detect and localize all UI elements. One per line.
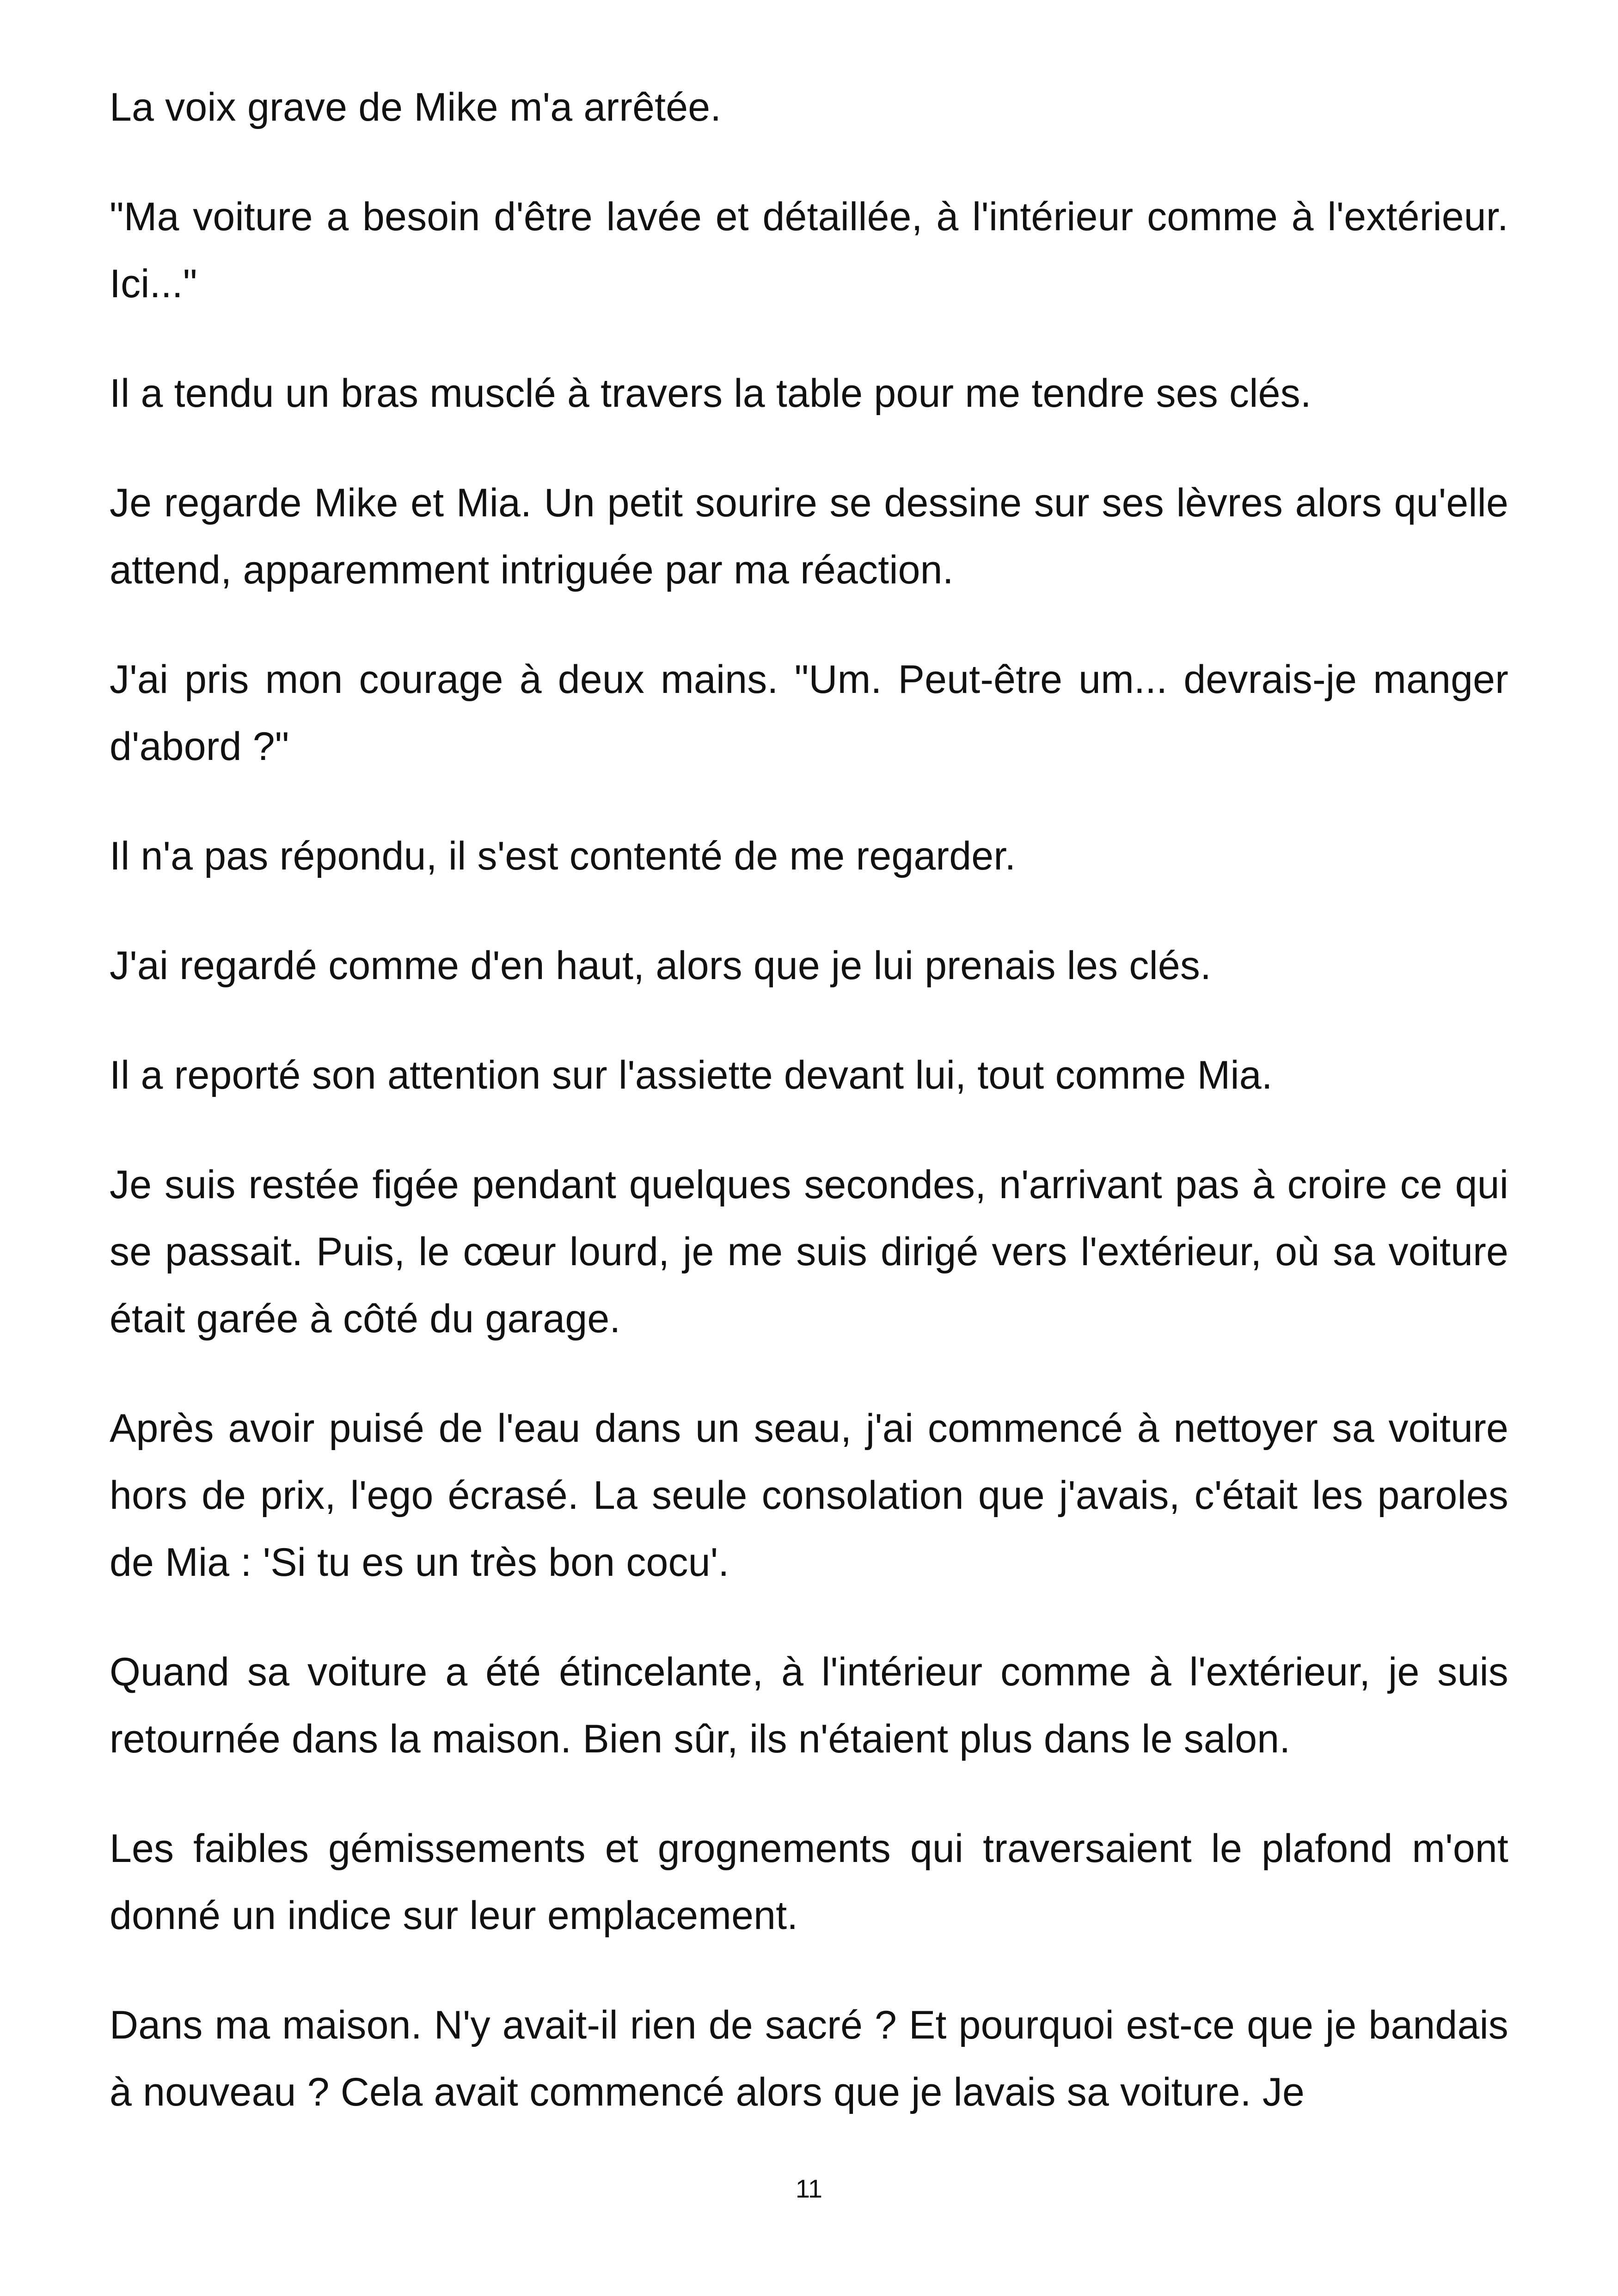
paragraph-9: Je suis restée figée pendant quelques secondes, n'arrivant pas à croire ce qui se passait. Puis, le cœur lourd, je me suis dirigé vers l'extérieur, où sa voiture était garée à côté du garage. xyxy=(110,1163,1508,1341)
page-number: 11 xyxy=(795,2174,823,2203)
paragraph-7: J'ai regardé comme d'en haut, alors que je lui prenais les clés. xyxy=(110,943,1212,988)
paragraph-1: La voix grave de Mike m'a arrêtée. xyxy=(110,85,722,129)
paragraph-12: Les faibles gémissements et grognements qui traversaient le plafond m'ont donné un indice sur leur emplacement. xyxy=(110,1826,1508,1938)
paragraph-4: Je regarde Mike et Mia. Un petit sourire se dessine sur ses lèvres alors qu'elle attend, apparemment intriguée par ma réaction. xyxy=(110,481,1508,592)
paragraph-13: Dans ma maison. N'y avait-il rien de sacré ? Et pourquoi est-ce que je bandais à nouveau ? Cela avait commencé alors que je lavais sa voiture. Je xyxy=(110,2003,1508,2114)
paragraph-8: Il a reporté son attention sur l'assiette devant lui, tout comme Mia. xyxy=(110,1053,1273,1097)
paragraph-11: Quand sa voiture a été étincelante, à l'intérieur comme à l'extérieur, je suis retournée dans la maison. Bien sûr, ils n'étaient plus dans le salon. xyxy=(110,1650,1508,1761)
paragraph-5: J'ai pris mon courage à deux mains. "Um. Peut-être um... devrais-je manger d'abord ?" xyxy=(110,657,1508,769)
paragraph-6: Il n'a pas répondu, il s'est contenté de me regarder. xyxy=(110,834,1016,878)
paragraph-3: Il a tendu un bras musclé à travers la table pour me tendre ses clés. xyxy=(110,371,1312,416)
paragraph-2: "Ma voiture a besoin d'être lavée et détaillée, à l'intérieur comme à l'extérieur. Ici..." xyxy=(110,195,1508,306)
paragraph-10: Après avoir puisé de l'eau dans un seau, j'ai commencé à nettoyer sa voiture hors de prix, l'ego écrasé. La seule consolation que j'avais, c'était les paroles de Mia : 'Si tu es un très bon cocu'. xyxy=(110,1406,1508,1585)
body-text xyxy=(110,74,1508,2168)
